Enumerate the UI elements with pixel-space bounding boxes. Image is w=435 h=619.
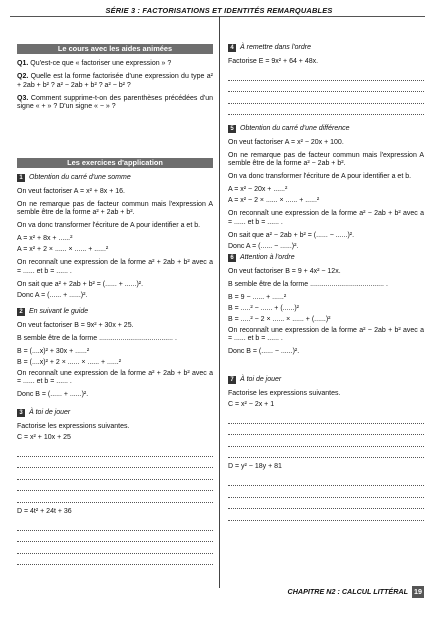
- exercise-number: 7: [228, 376, 236, 384]
- series-title: SÉRIE 3 : FACTORISATIONS ET IDENTITÉS REMARQUABLES: [105, 6, 333, 15]
- exercise-line: On va donc transformer l'écriture de A pour identifier a et b.: [228, 173, 412, 181]
- exercise-title: À toi de jouer: [240, 376, 282, 383]
- exercise-line: On reconnaît une expression de la forme a² + 2ab + b² avec a = ...... et b = ...... .: [17, 369, 213, 386]
- exercise-line: A = x² + 2 × ...... × ...... + ......²: [17, 246, 109, 254]
- answer-line[interactable]: [228, 94, 424, 104]
- exercise-header: [17, 174, 213, 183]
- exercise-line: On sait que a² − 2ab + b² = (...... − ......)².: [228, 231, 355, 239]
- exercise-line: A = x² − 2 × ...... × ...... + ......²: [228, 197, 320, 205]
- chapter-label: CHAPITRE N2 : CALCUL LITTÉRAL: [287, 586, 408, 596]
- exercise-line: B = (....x)² + 2 × ...... × ...... + ......²: [17, 358, 122, 366]
- exercise-1: [17, 174, 213, 305]
- exercise-line: B = .....² − 2 × ...... × ...... + (......)²: [228, 315, 331, 323]
- answer-line[interactable]: [17, 521, 213, 531]
- exercise-title: Obtention du carré d'une différence: [240, 125, 350, 132]
- exercise-title: Attention à l'ordre: [240, 254, 295, 261]
- exercise-number: 2: [17, 308, 25, 316]
- question-text: Qu'est-ce que « factoriser une expression » ?: [30, 60, 172, 67]
- question-label: Q2.: [17, 73, 29, 81]
- exercise-title: En suivant le guide: [29, 308, 89, 315]
- exercise-title: Obtention du carré d'une somme: [29, 174, 131, 181]
- exercise-7: [228, 376, 424, 522]
- answer-line[interactable]: [17, 470, 213, 480]
- exercise-line: A = x² − 20x + ......²: [228, 186, 288, 194]
- answer-line[interactable]: [228, 488, 424, 498]
- exercise-title: À toi de jouer: [29, 409, 71, 416]
- answer-line[interactable]: [228, 448, 424, 458]
- exercices-banner: Les exercices d'application: [17, 158, 213, 168]
- cours-banner: Le cours avec les aides animées: [17, 44, 213, 54]
- exercise-line: B = 9 − ...... + ......²: [228, 293, 287, 301]
- exercise-number: 3: [17, 409, 25, 417]
- exercise-header: [228, 125, 424, 134]
- answer-line[interactable]: [17, 458, 213, 468]
- exercise-line: Donc B = (...... − ......)².: [228, 348, 300, 356]
- exercise-6: [228, 254, 424, 361]
- exercise-line: On reconnaît une expression de la forme a² − 2ab + b² avec a = ...... et b = ...... .: [228, 210, 424, 226]
- page-number: 19: [414, 587, 422, 596]
- answer-line[interactable]: [228, 437, 424, 447]
- answer-line[interactable]: [228, 71, 424, 81]
- exercise-line: A = x² + 8x + ......²: [17, 235, 73, 243]
- answer-line[interactable]: [228, 105, 424, 115]
- question-text: Quelle est la forme factorisée d'une expression du type a² + 2ab + b² ? a² − 2ab + b² ? a² − b² ?: [17, 73, 213, 89]
- exercise-number: 6: [228, 254, 236, 262]
- answer-line[interactable]: [228, 414, 424, 424]
- exercise-line: On va donc transformer l'écriture de A pour identifier a et b.: [17, 222, 201, 230]
- exercise-line: D = 4t² + 24t + 36: [17, 507, 72, 515]
- answer-line[interactable]: [228, 425, 424, 435]
- exercise-3: [17, 409, 213, 567]
- cours-questions: [17, 60, 213, 116]
- exercise-line: D = y² − 18y + 81: [228, 463, 282, 471]
- exercise-line: On reconnaît une expression de la forme a² + 2ab + b² avec a = ...... et b = ...... .: [17, 259, 213, 275]
- answer-line[interactable]: [228, 476, 424, 486]
- question-text: Comment supprime-t-on des parenthèses précédées d'un signe « + » ? D'un signe « − » ?: [17, 94, 213, 111]
- answer-line[interactable]: [228, 499, 424, 509]
- exercise-line: B semble être de la forme ...................................... .: [228, 280, 388, 288]
- exercise-header: [17, 308, 213, 317]
- exercise-line: B = .....² − ...... + (......)²: [228, 304, 299, 312]
- exercise-number: 4: [228, 44, 236, 52]
- exercise-header: [228, 254, 424, 263]
- exercise-line: B = (....x)² + 30x + ......²: [17, 347, 90, 355]
- exercise-4: [228, 44, 424, 117]
- exercise-line: Donc B = (...... + ......)².: [17, 391, 89, 399]
- question-label: Q1.: [17, 60, 29, 67]
- exercise-number: 5: [228, 125, 236, 133]
- exercise-line: Factorise E = 9x² + 64 + 48x.: [228, 57, 319, 65]
- exercise-line: C = x² − 2x + 1: [228, 400, 275, 408]
- exercise-line: On veut factoriser A = x² − 20x + 100.: [228, 138, 344, 146]
- exercise-title: À remettre dans l'ordre: [240, 44, 311, 51]
- exercise-number: 1: [17, 174, 25, 182]
- exercise-line: On sait que a² + 2ab + b² = (...... + ......)².: [17, 280, 144, 288]
- question-2: [17, 73, 213, 90]
- exercise-line: On veut factoriser A = x² + 8x + 16.: [17, 187, 125, 195]
- exercise-line: On veut factoriser B = 9x² + 30x + 25.: [17, 321, 134, 329]
- exercise-header: [228, 44, 424, 53]
- question-3: [17, 95, 213, 112]
- column-divider: [219, 16, 220, 588]
- question-1: [17, 60, 213, 69]
- exercise-5: [228, 125, 424, 256]
- answer-line[interactable]: [17, 544, 213, 554]
- question-label: Q3.: [17, 94, 29, 102]
- answer-line[interactable]: [17, 493, 213, 503]
- exercise-header: [228, 376, 424, 385]
- exercise-header: [17, 409, 213, 418]
- exercise-line: Factorise les expressions suivantes.: [17, 422, 130, 430]
- exercise-2: [17, 308, 213, 404]
- answer-line[interactable]: [228, 82, 424, 92]
- exercise-line: C = x² + 10x + 25: [17, 433, 71, 441]
- exercise-line: On reconnaît une expression de la forme a² − 2ab + b² avec a = ...... et b = ...... .: [228, 326, 424, 343]
- answer-line[interactable]: [17, 555, 213, 565]
- exercise-line: Donc A = (...... − ......)².: [228, 242, 299, 250]
- exercise-line: On ne remarque pas de facteur commun mais l'expression A semble être de la forme a² + 2ab + b².: [17, 200, 213, 217]
- exercise-line: On ne remarque pas de facteur commun mais l'expression A semble être de la forme a² − 2ab + b².: [228, 151, 424, 168]
- answer-line[interactable]: [228, 511, 424, 521]
- exercise-line: On veut factoriser B = 9 + 4x² − 12x.: [228, 267, 341, 275]
- header-rule: [10, 16, 425, 17]
- answer-line[interactable]: [17, 481, 213, 491]
- exercise-line: Donc A = (...... + ......)².: [17, 291, 88, 299]
- answer-line[interactable]: [17, 447, 213, 457]
- exercise-line: Factorise les expressions suivantes.: [228, 389, 341, 397]
- page-footer: [288, 586, 424, 598]
- exercise-line: B semble être de la forme ...................................... .: [17, 334, 177, 342]
- answer-line[interactable]: [17, 532, 213, 542]
